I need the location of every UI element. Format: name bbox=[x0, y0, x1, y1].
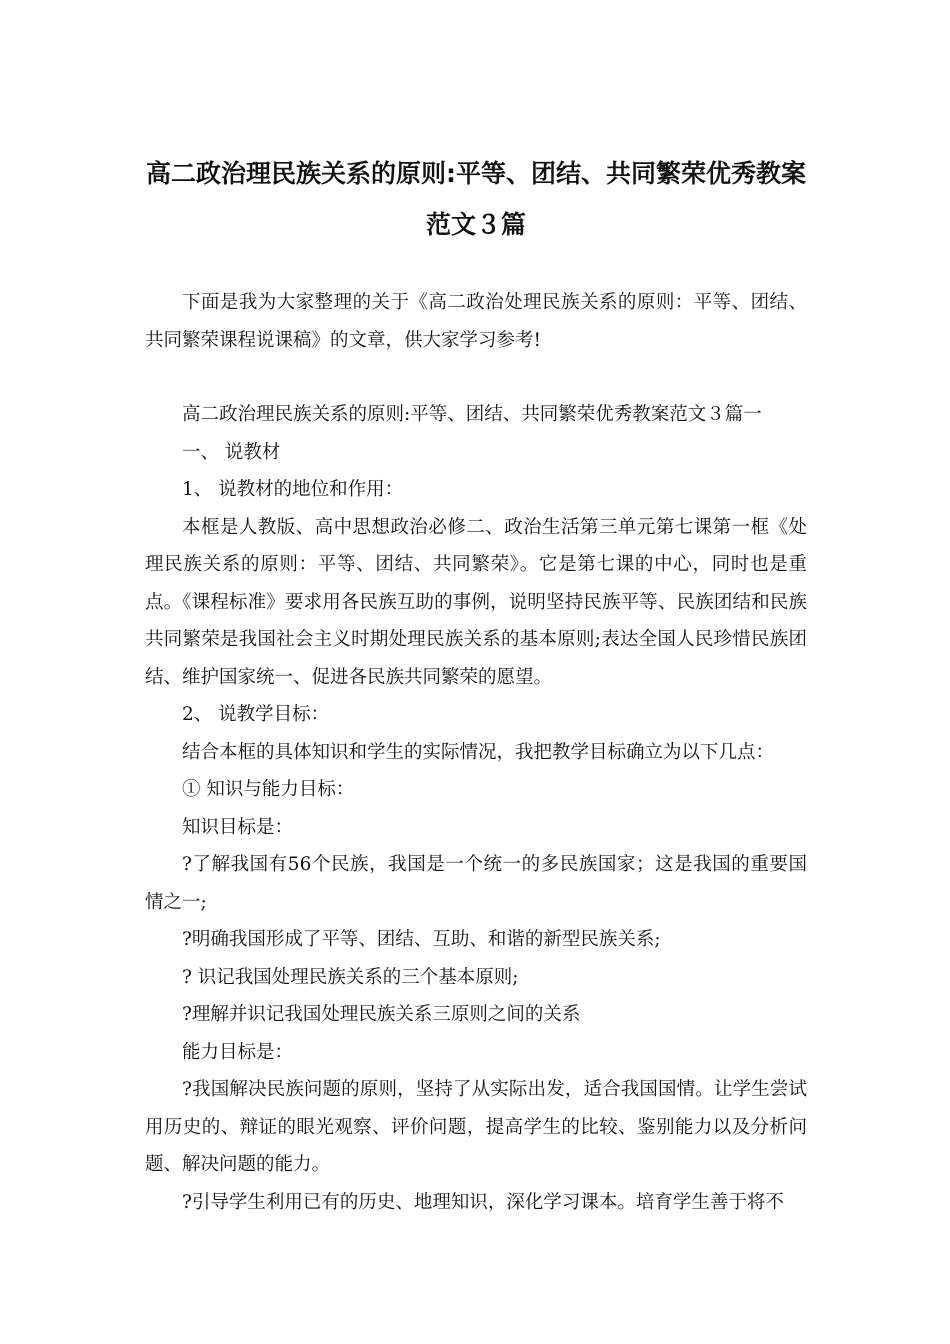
document-page bbox=[145, 148, 807, 1221]
body-paragraph: 本框是人教版、高中思想政治必修二、政治生活第三单元第七课第一框《处理民族关系的原则：平等、团结、共同繁荣》。它是第七课的中心，同时也是重点。《课程标准》要求用各民族互助的事例，说明坚持民族平等、民族团结和民族共同繁荣是我国社会主义时期处理民族关系的基本原则;表达全国人民珍惜民族团结、维护国家统一、促进各民族共同繁荣的愿望。 bbox=[145, 516, 807, 688]
list-item: ?明确我国形成了平等、团结、互助、和谐的新型民族关系; bbox=[182, 929, 661, 950]
body-paragraph: 结合本框的具体知识和学生的实际情况，我把教学目标确立为以下几点： bbox=[182, 741, 775, 763]
heading-level-2: 2、 说教学目标： bbox=[182, 704, 330, 725]
section-heading: 高二政治理民族关系的原则:平等、团结、共同繁荣优秀教案范文３篇一 bbox=[182, 404, 762, 425]
list-item: ?引导学生利用已有的历史、地理知识，深化学习课本。培育学生善于将不 bbox=[182, 1191, 784, 1213]
list-item: ?我国解决民族问题的原则，坚持了从实际出发，适合我国国情。让学生尝试用历史的、辩证的眼光观察、评价问题，提高学生的比较、鉴别能力以及分析问题、解决问题的能力。 bbox=[145, 1079, 807, 1175]
heading-level-3: ① 知识与能力目标： bbox=[182, 779, 355, 800]
list-item: ?了解我国有56个民族，我国是一个统一的多民族国家；这是我国的重要国情之一; bbox=[145, 854, 807, 913]
heading-level-2: 1、 说教材的地位和作用： bbox=[182, 479, 404, 500]
body-paragraph: 能力目标是： bbox=[182, 1041, 294, 1063]
list-item: ? 识记我国处理民族关系的三个基本原则; bbox=[182, 966, 519, 988]
body-paragraph: 知识目标是： bbox=[182, 816, 294, 838]
heading-level-1: 一、 说教材 bbox=[182, 441, 281, 463]
intro-paragraph: 下面是我为大家整理的关于《高二政治处理民族关系的原则：平等、团结、共同繁荣课程说课稿》的文章，供大家学习参考! bbox=[145, 292, 807, 351]
document-title: 高二政治理民族关系的原则:平等、团结、共同繁荣优秀教案范文３篇 bbox=[146, 159, 806, 239]
document-body bbox=[145, 284, 807, 1221]
list-item: ?理解并识记我国处理民族关系三原则之间的关系 bbox=[182, 1004, 581, 1025]
